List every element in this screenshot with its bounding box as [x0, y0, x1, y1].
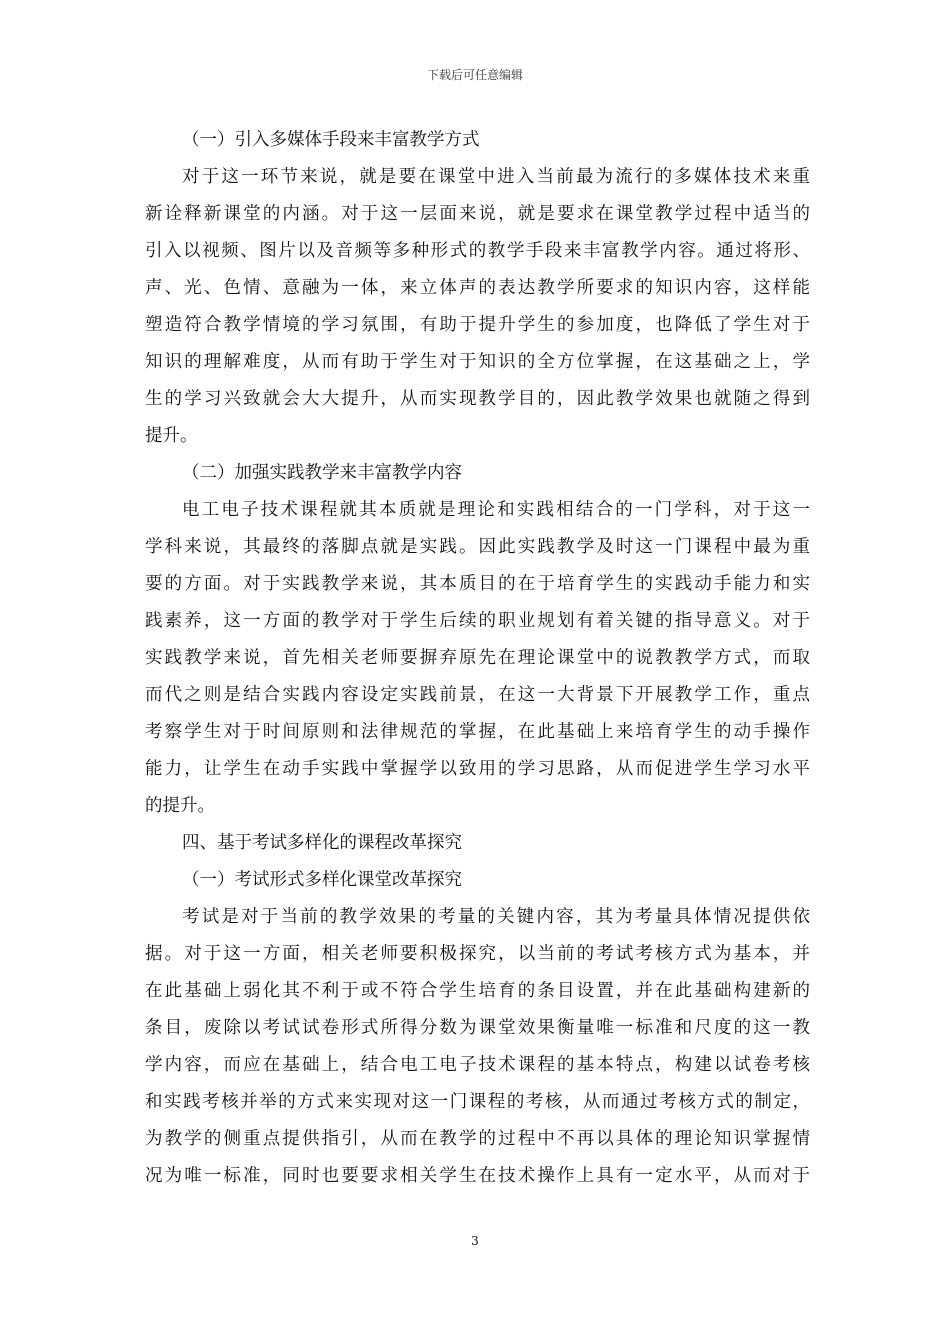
text-line: 塑造符合教学情境的学习氛围，有助于提升学生的参加度，也降低了学生对于: [145, 315, 810, 335]
text-line: 况为唯一标准，同时也要要求相关学生在技术操作上具有一定水平，从而对于: [145, 1166, 810, 1186]
text-line: 学内容，而应在基础上，结合电工电子技术课程的基本特点，构建以试卷考核: [145, 1055, 810, 1075]
text-line: 践素养，这一方面的教学对于学生后续的职业规划有着关键的指导意义。对于: [145, 611, 810, 631]
text-line: 在此基础上弱化其不利于或不符合学生培育的条目设置，并在此基础构建新的: [145, 981, 810, 1001]
text-line: （二）加强实践教学来丰富教学内容: [182, 463, 462, 483]
text-line: 生的学习兴致就会大大提升，从而实现教学目的，因此教学效果也就随之得到: [145, 389, 810, 409]
text-line: 实践教学来说，首先相关老师要摒弃原先在理论课堂中的说教教学方式，而取: [145, 648, 810, 668]
text-line: 新诠释新课堂的内涵。对于这一层面来说，就是要求在课堂教学过程中适当的: [145, 204, 810, 224]
text-line: 考试是对于当前的教学效果的考量的关键内容，其为考量具体情况提供依: [182, 907, 810, 927]
text-line: 要的方面。对于实践教学来说，其本质目的在于培育学生的实践动手能力和实: [145, 574, 810, 594]
text-line: 而代之则是结合实践内容设定实践前景，在这一大背景下开展教学工作，重点: [145, 685, 810, 705]
text-line: 电工电子技术课程就其本质就是理论和实践相结合的一门学科，对于这一: [182, 500, 810, 520]
text-line: 为教学的侧重点提供指引，从而在教学的过程中不再以具体的理论知识掌握情: [145, 1129, 810, 1149]
text-line: 知识的理解难度，从而有助于学生对于知识的全方位掌握，在这基础之上，学: [145, 352, 810, 372]
text-line: 学科来说，其最终的落脚点就是实践。因此实践教学及时这一门课程中最为重: [145, 537, 810, 557]
text-line: 条目，废除以考试试卷形式所得分数为课堂效果衡量唯一标准和尺度的这一教: [145, 1018, 810, 1038]
text-line: 提升。: [145, 426, 198, 446]
text-line: 引入以视频、图片以及音频等多种形式的教学手段来丰富教学内容。通过将形、: [145, 241, 810, 261]
text-line: 对于这一环节来说，就是要在课堂中进入当前最为流行的多媒体技术来重: [182, 167, 810, 187]
text-line: 的提升。: [145, 796, 215, 816]
text-line: （一）考试形式多样化课堂改革探究: [182, 870, 462, 890]
text-line: 能力，让学生在动手实践中掌握学以致用的学习思路，从而促进学生学习水平: [145, 759, 810, 779]
text-line: 据。对于这一方面，相关老师要积极探究，以当前的考试考核方式为基本，并: [145, 944, 810, 964]
page-header: 下载后可任意编辑: [426, 68, 523, 82]
text-line: 声、光、色情、意融为一体，来立体声的表达教学所要求的知识内容，这样能: [145, 278, 810, 298]
text-line: 四、基于考试多样化的课程改革探究: [182, 833, 462, 853]
text-line: 考察学生对于时间原则和法律规范的掌握，在此基础上来培育学生的动手操作: [145, 722, 810, 742]
text-line: 和实践考核并举的方式来实现对这一门课程的考核，从而通过考核方式的制定，: [145, 1092, 810, 1112]
text-line: （一）引入多媒体手段来丰富教学方式: [182, 130, 480, 150]
page-number: 3: [471, 1234, 479, 1248]
document-body: [145, 122, 810, 1195]
